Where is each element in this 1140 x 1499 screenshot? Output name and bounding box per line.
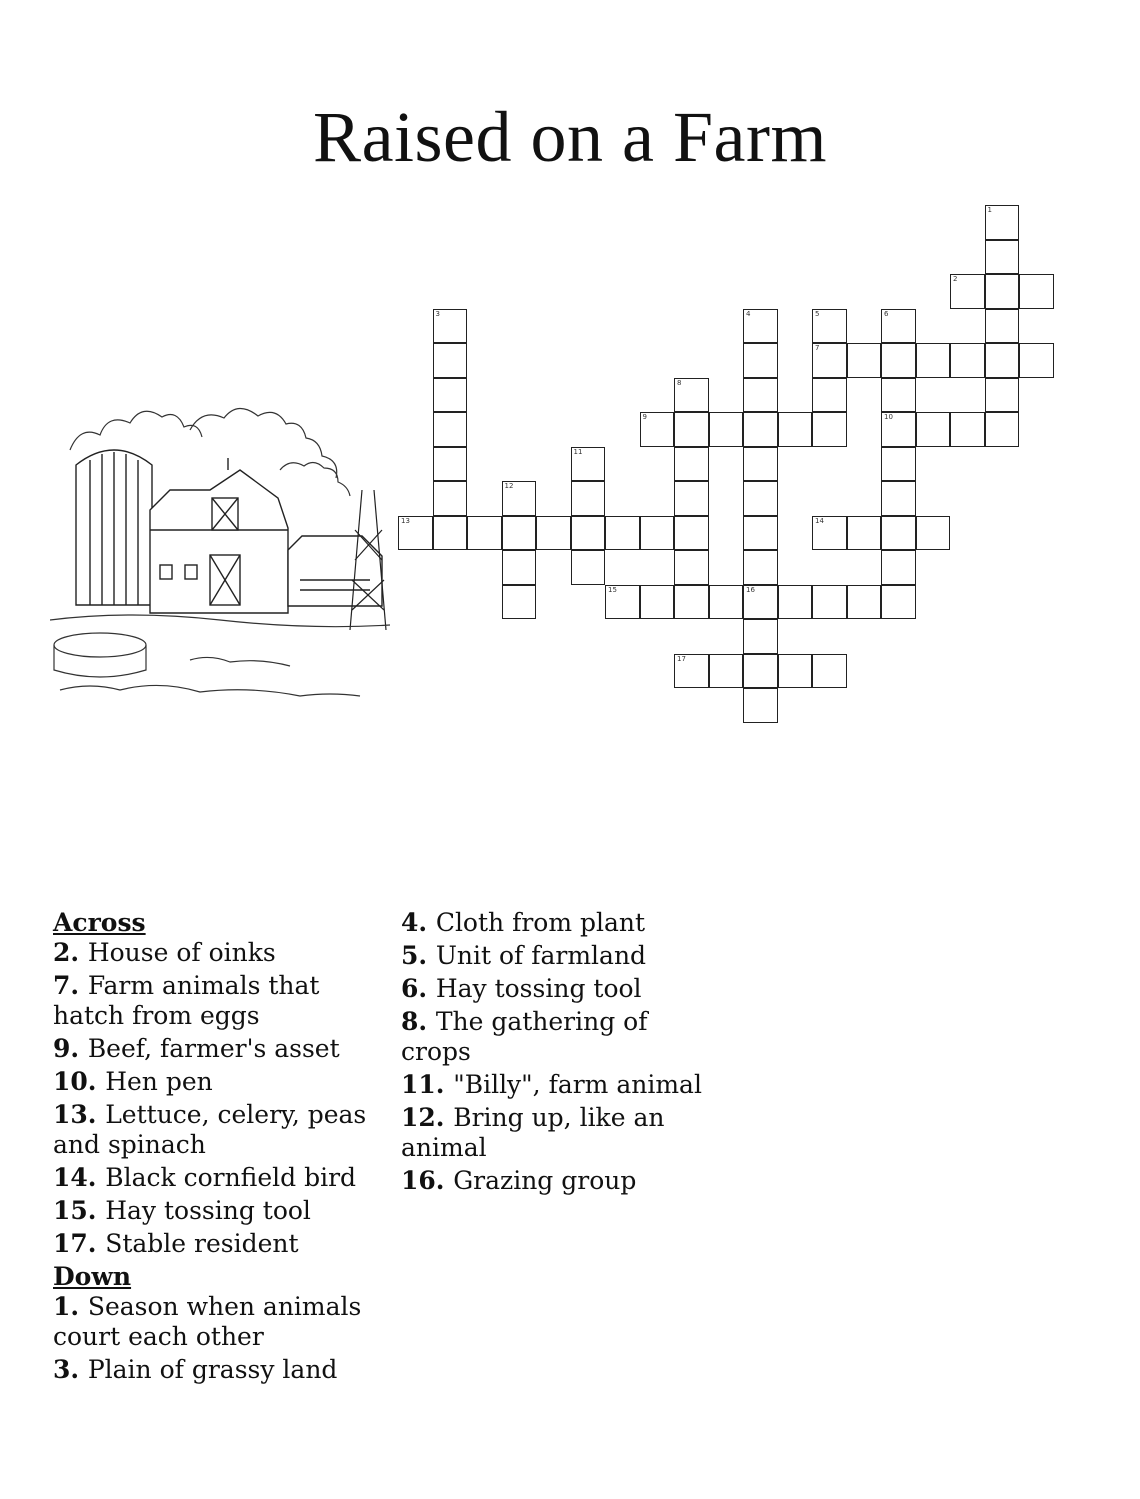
crossword-cell[interactable]: [950, 343, 985, 378]
crossword-cell[interactable]: [605, 516, 640, 551]
clue-number: 1.: [53, 1292, 88, 1321]
crossword-cell[interactable]: [743, 550, 778, 585]
crossword-cell[interactable]: [674, 516, 709, 551]
crossword-cell[interactable]: [847, 516, 882, 551]
clue-item: [401, 974, 721, 1004]
clue-text: Farm animals that hatch from eggs: [53, 971, 320, 1030]
crossword-cell[interactable]: [985, 412, 1020, 447]
crossword-cell[interactable]: [881, 309, 916, 344]
crossword-cell[interactable]: [674, 481, 709, 516]
crossword-cell[interactable]: [398, 516, 433, 551]
clue-text: Lettuce, celery, peas and spinach: [53, 1100, 367, 1159]
crossword-cell[interactable]: [502, 516, 537, 551]
crossword-cell[interactable]: [433, 481, 468, 516]
crossword-cell[interactable]: [571, 516, 606, 551]
clue-text: "Billy", farm animal: [453, 1070, 702, 1099]
clue-text: Season when animals court each other: [53, 1292, 362, 1351]
crossword-cell[interactable]: [674, 378, 709, 413]
clue-number: 2.: [53, 938, 88, 967]
cell-number: 3: [435, 309, 440, 318]
clue-number: 11.: [401, 1070, 454, 1099]
clue-text: Beef, farmer's asset: [87, 1034, 340, 1063]
farm-barn-silo-icon: [50, 390, 390, 708]
clue-text: Stable resident: [105, 1229, 299, 1258]
clue-text: Bring up, like an animal: [401, 1103, 665, 1162]
clue-item: [53, 1292, 393, 1352]
crossword-cell[interactable]: [709, 654, 744, 689]
crossword-cell[interactable]: [709, 585, 744, 620]
crossword-cell[interactable]: [674, 447, 709, 482]
clue-item: [401, 941, 721, 971]
clue-number: 5.: [401, 941, 436, 970]
clue-text: The gathering of crops: [401, 1007, 648, 1066]
cell-number: 12: [504, 482, 514, 490]
crossword-cell[interactable]: [743, 654, 778, 689]
clue-text: House of oinks: [87, 938, 276, 967]
cell-number: 8: [677, 378, 682, 387]
clue-item: [401, 1070, 721, 1100]
crossword-cell[interactable]: [433, 343, 468, 378]
crossword-cell[interactable]: [502, 585, 537, 620]
clue-item: [53, 1355, 393, 1385]
crossword-cell[interactable]: [916, 343, 951, 378]
crossword-cell[interactable]: [433, 309, 468, 344]
clue-text: Hay tossing tool: [105, 1196, 311, 1225]
crossword-cell[interactable]: [881, 447, 916, 482]
crossword-cell[interactable]: [950, 412, 985, 447]
cell-number: 2: [953, 275, 958, 283]
crossword-cell[interactable]: [674, 412, 709, 447]
clue-item: [53, 1196, 393, 1226]
crossword-cell[interactable]: [881, 516, 916, 551]
clue-text: Unit of farmland: [435, 941, 647, 970]
clue-number: 7.: [53, 971, 88, 1000]
crossword-cell[interactable]: [743, 412, 778, 447]
crossword-cell[interactable]: [743, 516, 778, 551]
crossword-cell[interactable]: [1019, 343, 1054, 378]
crossword-cell[interactable]: [571, 550, 606, 585]
crossword-cell[interactable]: [985, 343, 1020, 378]
crossword-cell[interactable]: [674, 550, 709, 585]
crossword-cell[interactable]: [433, 447, 468, 482]
crossword-cell[interactable]: [985, 274, 1020, 309]
clue-number: 16.: [401, 1166, 454, 1195]
clue-item: [401, 908, 721, 938]
crossword-cell[interactable]: [812, 654, 847, 689]
clues-left-column: [53, 908, 393, 1388]
cell-number: 9: [642, 413, 647, 421]
cell-number: 4: [746, 309, 751, 318]
clue-number: 8.: [401, 1007, 436, 1036]
crossword-cell[interactable]: [881, 550, 916, 585]
crossword-cell[interactable]: [778, 585, 813, 620]
crossword-cell[interactable]: [640, 412, 675, 447]
cell-number: 14: [815, 516, 824, 525]
clue-item: [401, 1166, 721, 1196]
across-clue-list: [53, 938, 393, 1259]
crossword-cell[interactable]: [985, 240, 1020, 275]
clue-item: [53, 1067, 393, 1097]
clue-number: 10.: [53, 1067, 106, 1096]
crossword-cell[interactable]: [881, 378, 916, 413]
clue-text: Black cornfield bird: [105, 1163, 357, 1192]
crossword-cell[interactable]: [674, 654, 709, 689]
crossword-cell[interactable]: [847, 585, 882, 620]
barn-icon: [150, 458, 382, 613]
crossword-cell[interactable]: [812, 343, 847, 378]
crossword-cell[interactable]: [743, 481, 778, 516]
down-heading: Down: [53, 1262, 132, 1291]
crossword-cell[interactable]: [743, 343, 778, 378]
crossword-cell[interactable]: [778, 654, 813, 689]
clue-text: Hay tossing tool: [435, 974, 642, 1003]
cell-number: 11: [573, 447, 583, 456]
clue-text: Cloth from plant: [435, 908, 646, 937]
clue-item: [53, 1229, 393, 1259]
crossword-cell[interactable]: [605, 585, 640, 620]
page-title: Raised on a Farm: [313, 97, 827, 177]
clue-number: 14.: [53, 1163, 106, 1192]
clue-number: 9.: [53, 1034, 88, 1063]
crossword-cell[interactable]: [916, 516, 951, 551]
crossword-cell[interactable]: [743, 309, 778, 344]
clue-number: 4.: [401, 908, 436, 937]
crossword-cell[interactable]: [847, 343, 882, 378]
clue-item: [53, 971, 393, 1031]
cell-number: 5: [815, 309, 820, 318]
crossword-cell[interactable]: [709, 412, 744, 447]
clue-number: 13.: [53, 1100, 106, 1129]
cell-number: 10: [884, 413, 893, 421]
crossword-cell[interactable]: [778, 412, 813, 447]
crossword-cell[interactable]: [502, 550, 537, 585]
clue-number: 12.: [401, 1103, 454, 1132]
crossword-cell[interactable]: [985, 378, 1020, 413]
crossword-cell[interactable]: [743, 619, 778, 654]
cell-number: 16: [746, 585, 755, 594]
crossword-cell[interactable]: [433, 412, 468, 447]
clue-text: Hen pen: [105, 1067, 213, 1096]
crossword-cell[interactable]: [812, 309, 847, 344]
clue-number: 3.: [53, 1355, 88, 1384]
crossword-cell[interactable]: [502, 481, 537, 516]
down-clue-list: [53, 1292, 393, 1385]
clue-item: [53, 1100, 393, 1160]
crossword-cell[interactable]: [812, 585, 847, 620]
clue-number: 17.: [53, 1229, 106, 1258]
crossword-cell[interactable]: [985, 205, 1020, 240]
crossword-cell[interactable]: [640, 516, 675, 551]
crossword-cell[interactable]: [1019, 274, 1054, 309]
crossword-cell[interactable]: [812, 412, 847, 447]
crossword-cell[interactable]: [467, 516, 502, 551]
crossword-cell[interactable]: [881, 412, 916, 447]
clue-item: [401, 1103, 721, 1163]
crossword-cell[interactable]: [536, 516, 571, 551]
clues-right-column: [401, 908, 721, 1199]
cell-number: 15: [608, 585, 617, 594]
crossword-cell[interactable]: [881, 585, 916, 620]
silo-icon: [76, 450, 152, 605]
clue-item: [401, 1007, 721, 1067]
ground-icon: [50, 615, 390, 696]
cell-number: 17: [677, 654, 686, 663]
crossword-cell[interactable]: [433, 516, 468, 551]
clue-text: Plain of grassy land: [87, 1355, 338, 1384]
clue-item: [53, 1163, 393, 1193]
crossword-cell[interactable]: [743, 688, 778, 723]
cell-number: 6: [884, 309, 889, 318]
clue-number: 15.: [53, 1196, 106, 1225]
crossword-cell[interactable]: [571, 447, 606, 482]
crossword-cell[interactable]: [950, 274, 985, 309]
crossword-cell[interactable]: [812, 378, 847, 413]
crossword-cell[interactable]: [640, 585, 675, 620]
down-clue-list-continued: [401, 908, 721, 1196]
crossword-cell[interactable]: [743, 447, 778, 482]
crossword-cell[interactable]: [743, 378, 778, 413]
crossword-cell[interactable]: [985, 309, 1020, 344]
crossword-cell[interactable]: [571, 481, 606, 516]
cell-number: 13: [401, 516, 410, 525]
crossword-cell[interactable]: [881, 481, 916, 516]
cell-number: 7: [815, 344, 820, 352]
clue-item: [53, 938, 393, 968]
clue-item: [53, 1034, 393, 1064]
clue-number: 6.: [401, 974, 436, 1003]
clue-text: Grazing group: [453, 1166, 637, 1195]
crossword-cell[interactable]: [674, 585, 709, 620]
crossword-cell[interactable]: [743, 585, 778, 620]
crossword-cell[interactable]: [881, 343, 916, 378]
crossword-cell[interactable]: [916, 412, 951, 447]
cell-number: 1: [987, 206, 992, 214]
crossword-cell[interactable]: [433, 378, 468, 413]
crossword-cell[interactable]: [812, 516, 847, 551]
across-heading: Across: [53, 908, 146, 937]
